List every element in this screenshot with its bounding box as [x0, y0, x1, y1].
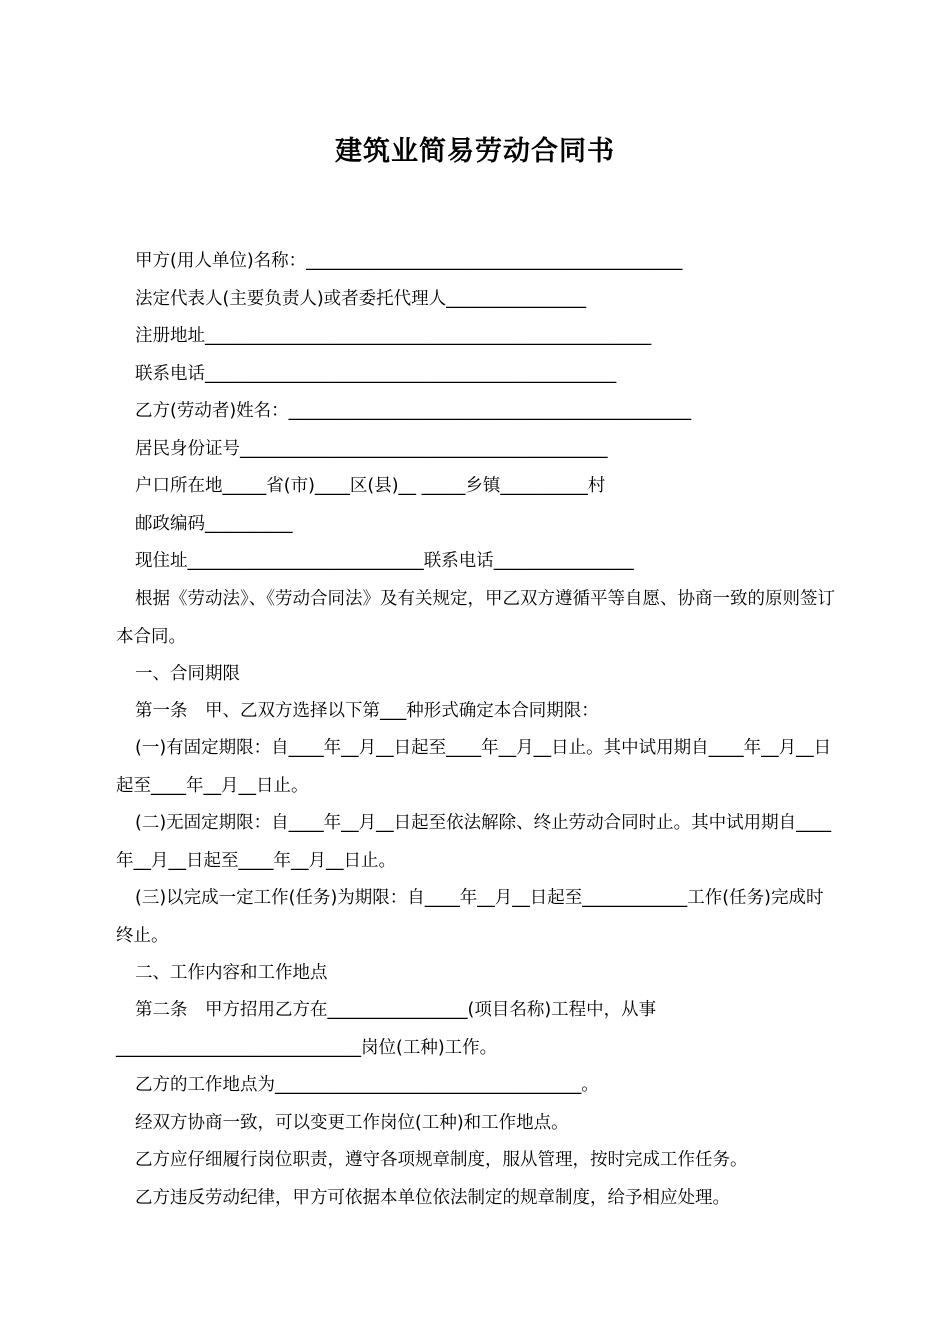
workplace-line: 乙方的工作地点为___________________________________。	[135, 1075, 599, 1095]
change-line: 经双方协商一致，可以变更工作岗位(工种)和工作地点。	[135, 1113, 569, 1133]
party-b-postcode-line: 邮政编码__________	[135, 514, 293, 534]
discipline-line: 乙方违反劳动纪律，甲方可依据本单位依法制定的规章制度，给予相应处理。	[135, 1188, 730, 1208]
duty-line: 乙方应仔细履行岗位职责，遵守各项规章制度，服从管理，按时完成工作任务。	[135, 1150, 748, 1170]
article1-text: 第一条 甲、乙双方选择以下第___种形式确定本合同期限：	[135, 701, 599, 721]
party-a-name-line: 甲方(用人单位)名称：___________________________________________	[135, 251, 683, 271]
term-option-open: (二)无固定期限：自____年__月__日起至依法解除、终止劳动合同时止。其中试用期自____年__月__日起至____年__月__日止。	[116, 813, 832, 871]
party-a-phone-line: 联系电话_______________________________________________	[135, 364, 617, 384]
party-a-address-line: 注册地址___________________________________________________	[135, 326, 652, 346]
section2-heading: 二、工作内容和工作地点	[135, 963, 328, 983]
document-title: 建筑业简易劳动合同书	[335, 136, 615, 167]
preamble-paragraph: 根据《劳动法》、《劳动合同法》及有关规定，甲乙双方遵循平等自愿、协商一致的原则签订本合同。	[116, 589, 835, 647]
party-b-current-address-line: 现住址___________________________联系电话________________	[135, 551, 634, 571]
party-b-name-line: 乙方(劳动者)姓名：______________________________________________	[135, 401, 692, 421]
party-b-hukou-line: 户口所在地_____省(市)____区(县)__ _____乡镇__________村	[135, 476, 606, 496]
party-a-representative-line: 法定代表人(主要负责人)或者委托代理人________________	[135, 289, 587, 309]
article2-text: 第二条 甲方招用乙方在________________(项目名称)工程中，从事____________________________岗位(工种)工作。	[116, 1000, 657, 1058]
section1-heading: 一、合同期限	[135, 664, 240, 684]
term-option-fixed: (一)有固定期限：自____年__月__日起至____年__月__日止。其中试用期自____年__月__日起至____年__月__日止。	[116, 738, 832, 796]
term-option-task: (三)以完成一定工作(任务)为期限：自____年__月__日起至____________工作(任务)完成时终止。	[116, 888, 824, 946]
party-b-id-line: 居民身份证号__________________________________________	[135, 439, 608, 459]
